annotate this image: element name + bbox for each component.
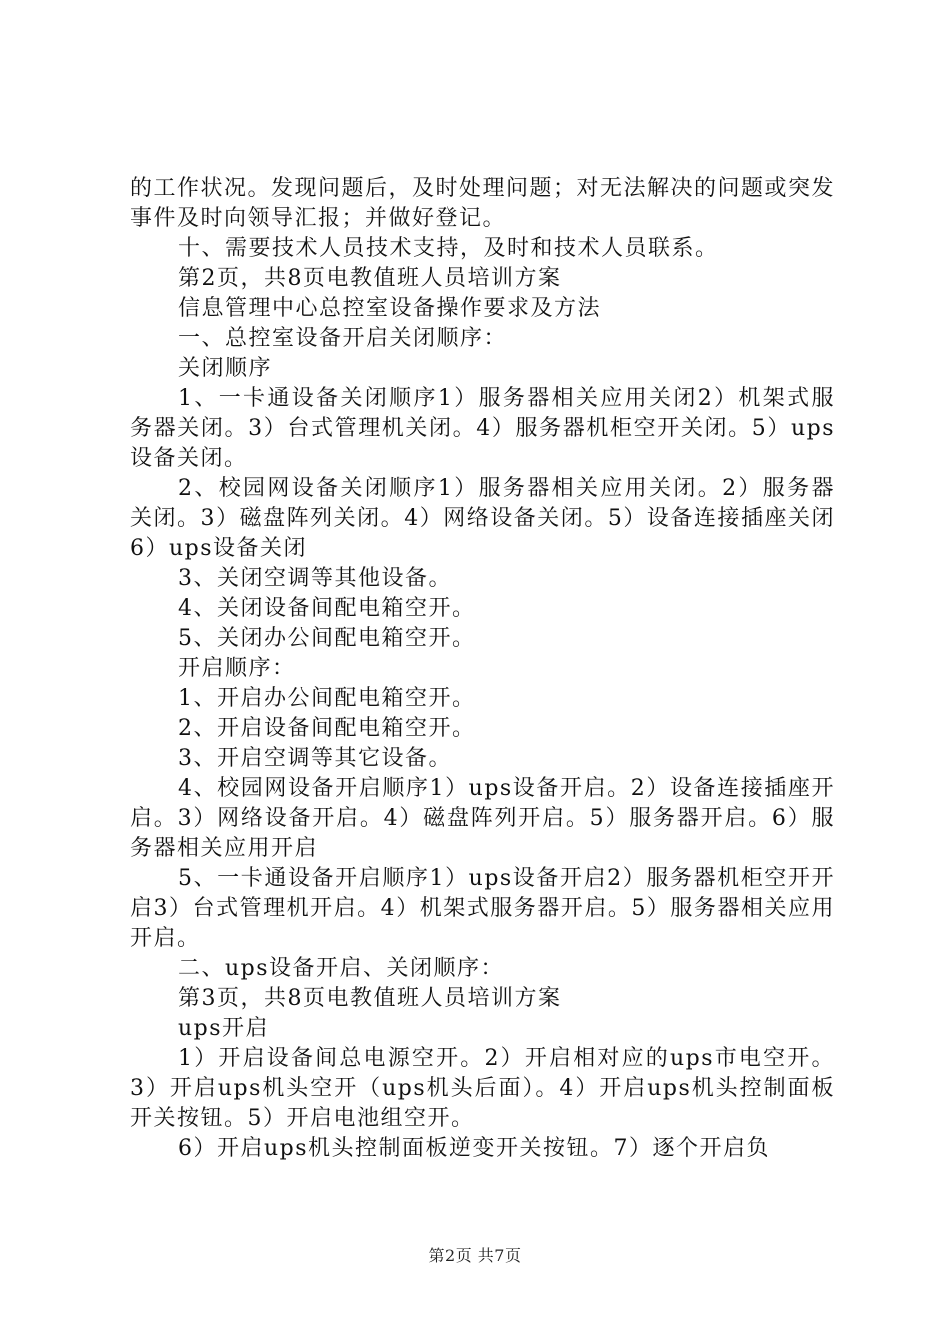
shutdown-step-5: 5、关闭办公间配电箱空开。	[178, 626, 476, 651]
subsection-heading-2: 二、ups设备开启、关闭顺序：	[178, 956, 505, 981]
page-marker-3: 第3页，共8页电教值班人员培训方案	[178, 986, 562, 1011]
ups-startup-steps-6-7: 6）开启ups机头控制面板逆变开关按钮。7）逐个开启负	[178, 1136, 771, 1161]
startup-step-2: 2、开启设备间配电箱空开。	[178, 716, 476, 741]
startup-order-heading: 开启顺序：	[178, 656, 296, 681]
paragraph-tech-support: 十、需要技术人员技术支持，及时和技术人员联系。	[178, 236, 719, 261]
startup-step-4: 4、校园网设备开启顺序1）ups设备开启。2）设备连接插座开启。3）网络设备开启。4）磁盘阵列开启。5）服务器开启。6）服务器相关应用开启	[130, 776, 835, 861]
subsection-heading-1: 一、总控室设备开启关闭顺序：	[178, 326, 508, 351]
ups-startup-heading: ups开启	[178, 1016, 270, 1041]
startup-step-3: 3、开启空调等其它设备。	[178, 746, 452, 771]
startup-step-1: 1、开启办公间配电箱空开。	[178, 686, 476, 711]
paragraph-continuation: 的工作状况。发现问题后，及时处理问题；对无法解决的问题或突发事件及时向领导汇报；并做好登记。	[130, 176, 836, 231]
shutdown-step-3: 3、关闭空调等其他设备。	[178, 566, 452, 591]
section-heading: 信息管理中心总控室设备操作要求及方法	[178, 296, 602, 321]
document-body	[130, 174, 835, 1164]
shutdown-step-4: 4、关闭设备间配电箱空开。	[178, 596, 476, 621]
startup-step-5: 5、一卡通设备开启顺序1）ups设备开启2）服务器机柜空开开启3）台式管理机开启。4）机架式服务器开启。5）服务器相关应用开启。	[130, 866, 835, 951]
shutdown-step-2: 2、校园网设备关闭顺序1）服务器相关应用关闭。2）服务器关闭。3）磁盘阵列关闭。4）网络设备关闭。5）设备连接插座关闭6）ups设备关闭	[130, 476, 835, 561]
page-marker-2: 第2页，共8页电教值班人员培训方案	[178, 266, 562, 291]
ups-startup-steps-1-5: 1）开启设备间总电源空开。2）开启相对应的ups市电空开。3）开启ups机头空开（ups机头后面）。4）开启ups机头控制面板开关按钮。5）开启电池组空开。	[130, 1046, 835, 1131]
page-footer: 第2页 共7页	[428, 1246, 522, 1265]
shutdown-step-1: 1、一卡通设备关闭顺序1）服务器相关应用关闭2）机架式服务器关闭。3）台式管理机关闭。4）服务器机柜空开关闭。5）ups设备关闭。	[130, 386, 835, 471]
shutdown-order-heading: 关闭顺序	[178, 356, 273, 381]
